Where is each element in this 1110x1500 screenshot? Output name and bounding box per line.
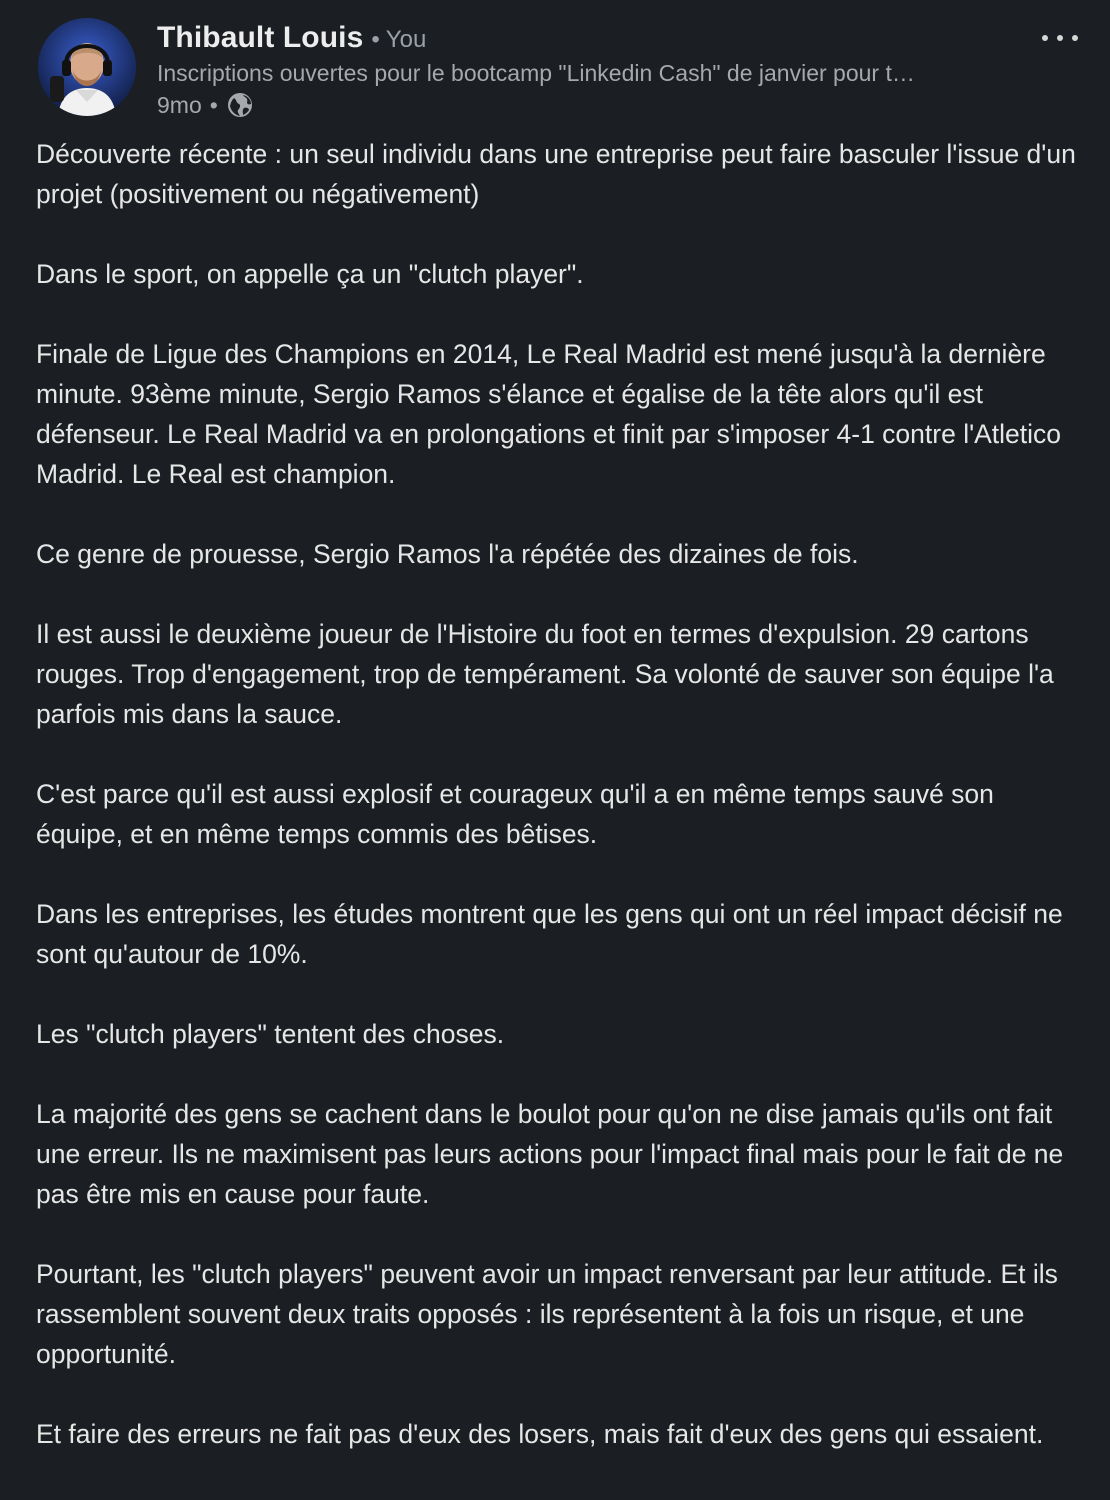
post-paragraph: Pourtant, les "clutch players" peuvent avoir un impact renversant par leur attitude. Et ils rassemblent souvent deux traits opposés : ils représentent à la fois un risque, et une opportunité. bbox=[36, 1259, 1058, 1369]
author-avatar[interactable] bbox=[38, 18, 136, 116]
post-meta bbox=[157, 88, 1037, 122]
avatar-photo bbox=[38, 18, 136, 116]
author-name-line bbox=[157, 18, 1037, 58]
post-paragraph: Et faire des erreurs ne fait pas d'eux des losers, mais fait d'eux des gens qui essaient. bbox=[36, 1419, 1044, 1449]
post-paragraph: Découverte récente : un seul individu dans une entreprise peut faire basculer l'issue d'un projet (positivement ou négativement) bbox=[36, 139, 1076, 209]
author-headline: Inscriptions ouvertes pour le bootcamp "Linkedin Cash" de janvier pour t… bbox=[157, 60, 915, 86]
post-paragraph: C'est parce qu'il est aussi explosif et courageux qu'il a en même temps sauvé son équipe, et en même temps commis des bêtises. bbox=[36, 779, 994, 849]
post-paragraph: Les "clutch players" tentent des choses. bbox=[36, 1019, 505, 1049]
menu-dot bbox=[1072, 35, 1078, 41]
post-paragraph: Il est aussi le deuxième joueur de l'Histoire du foot en termes d'expulsion. 29 cartons rouges. Trop d'engagement, trop de tempérament. Sa volonté de sauver son équipe l'a parfois mis dans la sauce. bbox=[36, 619, 1054, 729]
menu-dot bbox=[1042, 35, 1048, 41]
relation-label: You bbox=[385, 26, 427, 53]
name-separator: • bbox=[371, 26, 380, 53]
post-age: 9mo bbox=[157, 92, 202, 118]
meta-separator: • bbox=[209, 92, 218, 118]
post-paragraph: La majorité des gens se cachent dans le boulot pour qu'on ne dise jamais qu'ils ont fait une erreur. Ils ne maximisent pas leurs actions pour l'impact final mais pour le fait de ne pas être mis en cause pour faute. bbox=[36, 1099, 1064, 1209]
post-paragraph: Dans le sport, on appelle ça un "clutch player". bbox=[36, 259, 584, 289]
post-body bbox=[36, 134, 1086, 1494]
post-paragraph: Dans les entreprises, les études montrent que les gens qui ont un réel impact décisif ne sont qu'autour de 10%. bbox=[36, 899, 1063, 969]
author-name[interactable]: Thibault Louis bbox=[157, 21, 364, 54]
post-paragraph: Ce genre de prouesse, Sergio Ramos l'a répétée des dizaines de fois. bbox=[36, 539, 859, 569]
globe-icon bbox=[226, 91, 254, 119]
menu-dot bbox=[1057, 35, 1063, 41]
post-paragraph: Finale de Ligue des Champions en 2014, Le Real Madrid est mené jusqu'à la dernière minute. 93ème minute, Sergio Ramos s'élance et égalise de la tête alors qu'il est défenseur. Le Real Madrid va en prolongations et finit par s'imposer 4-1 contre l'Atletico Madrid. Le Real est champion. bbox=[36, 339, 1062, 489]
more-horizontal-icon[interactable] bbox=[1042, 26, 1078, 50]
author-info bbox=[157, 18, 1037, 122]
post-header bbox=[38, 18, 1078, 118]
